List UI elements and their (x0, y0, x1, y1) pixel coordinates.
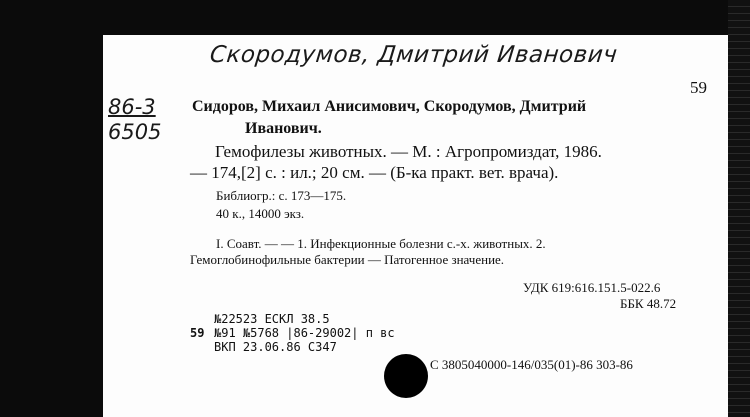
handwritten-code-bottom: 6505 (108, 120, 162, 144)
subjects-line-2: Гемоглобинофильные бактерии — Патогенное значение. (190, 252, 505, 267)
punch-hole (384, 354, 428, 398)
bbk-code: ББК 48.72 (620, 296, 677, 311)
subjects-line-1: I. Соавт. — — 1. Инфекционные болезни с.-х. животных. 2. (216, 236, 546, 251)
scan-border-top (0, 0, 750, 35)
registry-line-1: №22523 ЕСКЛ 38.5 (214, 312, 330, 326)
udk-code: УДК 619:616.151.5-022.6 (523, 280, 661, 295)
copies-note: 40 к., 14000 экз. (216, 206, 305, 221)
heading-authors: Сидоров, Михаил Анисимович, Скородумов, Дмитрий (192, 98, 587, 115)
bibliography-note: Библиогр.: с. 173—175. (216, 188, 347, 203)
title-line: Гемофилезы животных. — М. : Агропромиздат, 1986. (215, 142, 602, 161)
registry-line-2: №91 №5768 |86-29002| п вс (214, 326, 395, 340)
footer-code: С 3805040000-146/035(01)-86 303-86 (430, 357, 633, 372)
physical-description: — 174,[2] с. : ил.; 20 см. — (Б-ка практ. вет. врача). (190, 163, 559, 182)
registry-line-3: ВКП 23.06.86 С347 (214, 340, 337, 354)
scan-border-right (728, 0, 750, 417)
page-number: 59 (690, 78, 707, 97)
heading-authors-cont: Иванович. (245, 120, 322, 137)
scan-border-left (0, 0, 103, 417)
handwritten-name: Скородумов, Дмитрий Иванович (208, 42, 619, 68)
registry-prefix: 59 (190, 326, 205, 340)
handwritten-code-top: 86-3 (108, 95, 156, 119)
